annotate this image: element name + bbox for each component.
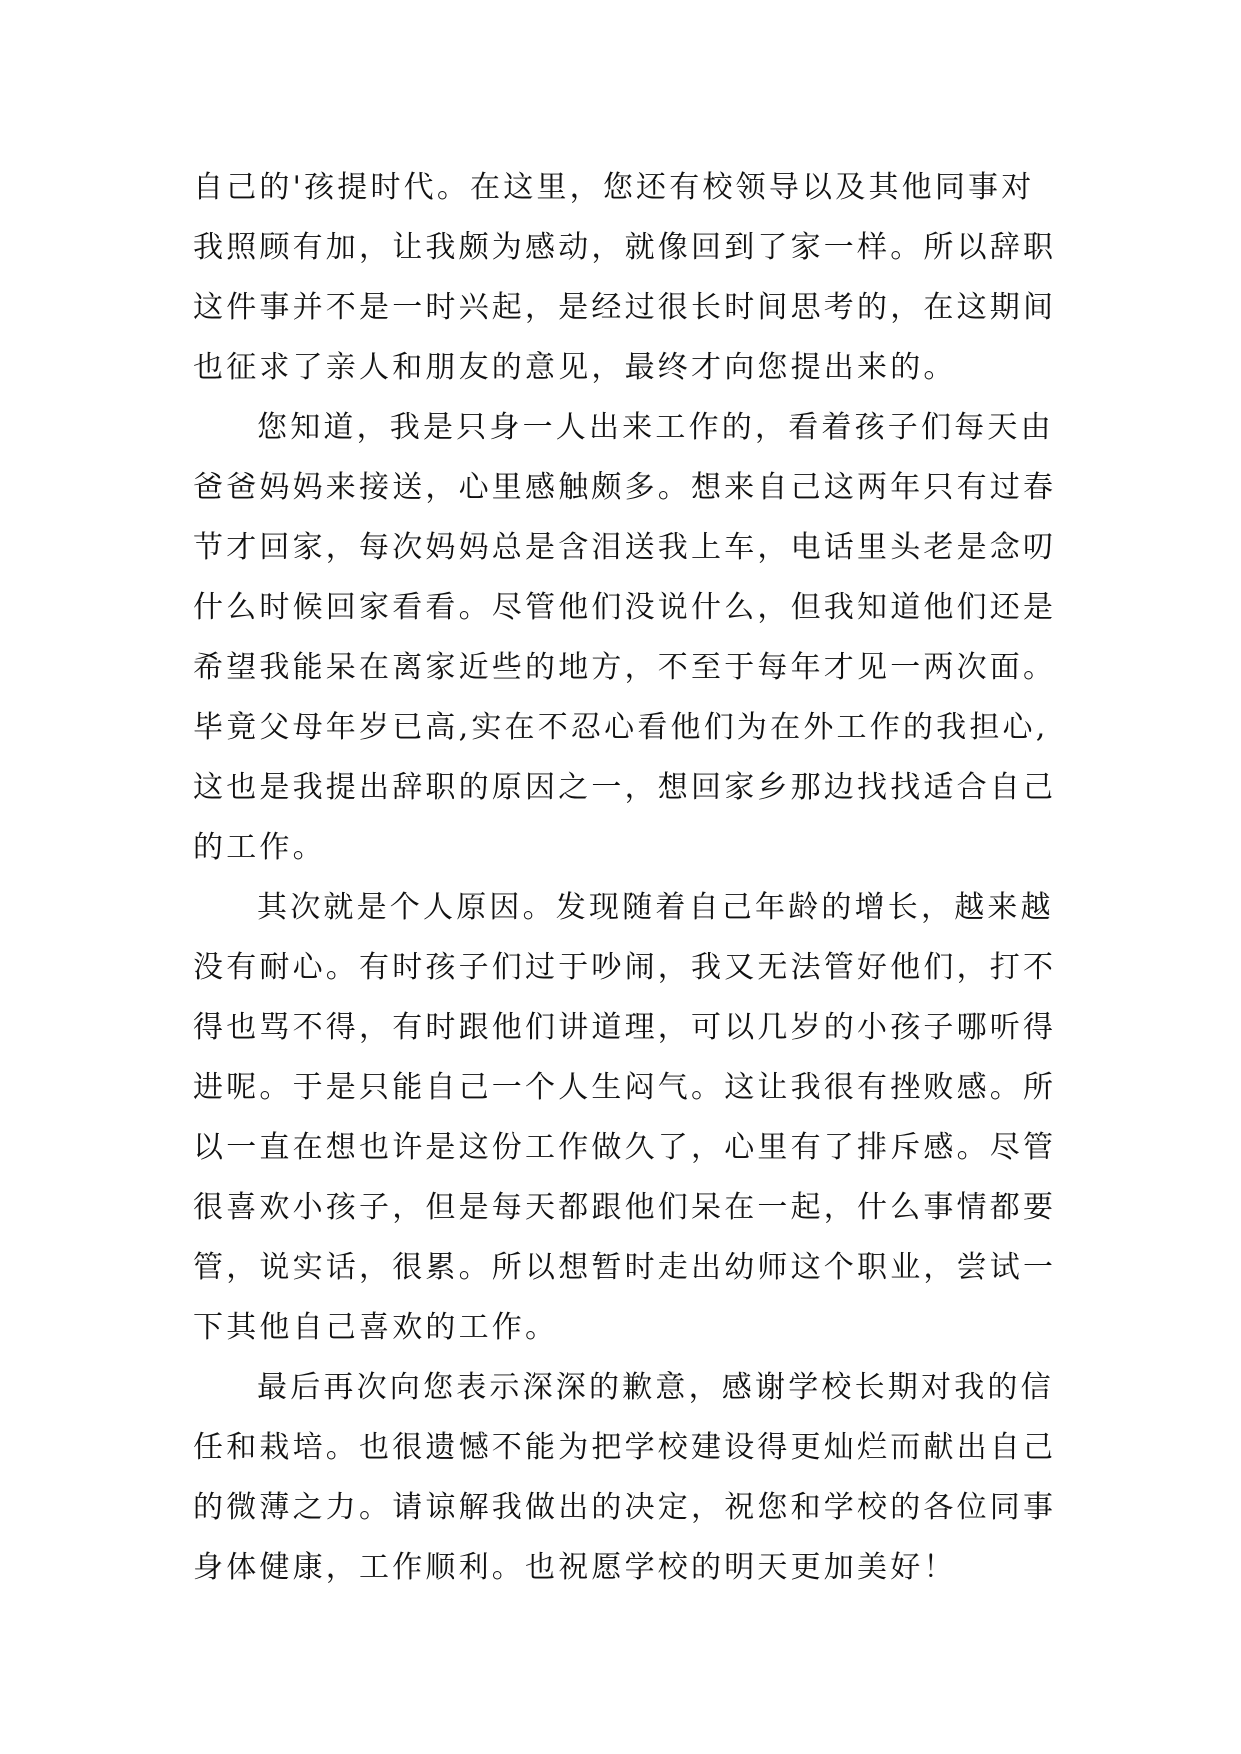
text-line: 下其他自己喜欢的工作。 bbox=[193, 1310, 559, 1345]
text-line: 最后再次向您表示深深的歉意，感谢学校长期对我的信 bbox=[257, 1370, 1054, 1405]
paragraph-3 bbox=[193, 878, 1063, 1358]
text-line: 毕竟父母年岁已高,实在不忍心看他们为在外工作的我担心, bbox=[193, 710, 1049, 745]
text-line: 得也骂不得，有时跟他们讲道理，可以几岁的小孩子哪听得 bbox=[193, 1010, 1057, 1045]
text-line: 身体健康，工作顺利。也祝愿学校的明天更加美好！ bbox=[193, 1550, 957, 1585]
paragraph-1 bbox=[193, 158, 1063, 398]
paragraph-2 bbox=[193, 398, 1063, 878]
text-line: 其次就是个人原因。发现随着自己年龄的增长，越来越 bbox=[257, 890, 1054, 925]
text-line: 很喜欢小孩子，但是每天都跟他们呆在一起，什么事情都要 bbox=[193, 1190, 1057, 1225]
text-line: 希望我能呆在离家近些的地方，不至于每年才见一两次面。 bbox=[193, 650, 1057, 685]
text-line: 我照顾有加，让我颇为感动，就像回到了家一样。所以辞职 bbox=[193, 230, 1057, 265]
text-line: 自己的'孩提时代。在这里，您还有校领导以及其他同事对 bbox=[193, 170, 1035, 205]
text-line: 什么时候回家看看。尽管他们没说什么，但我知道他们还是 bbox=[193, 590, 1057, 625]
letter-body bbox=[193, 158, 1063, 1598]
text-line: 也征求了亲人和朋友的意见，最终才向您提出来的。 bbox=[193, 350, 957, 385]
text-line: 爸爸妈妈来接送，心里感触颇多。想来自己这两年只有过春 bbox=[193, 470, 1057, 505]
paragraph-4 bbox=[193, 1358, 1063, 1598]
text-line: 您知道，我是只身一人出来工作的，看着孩子们每天由 bbox=[257, 410, 1054, 445]
text-line: 以一直在想也许是这份工作做久了，心里有了排斥感。尽管 bbox=[193, 1130, 1057, 1165]
text-line: 的微薄之力。请谅解我做出的决定，祝您和学校的各位同事 bbox=[193, 1490, 1057, 1525]
text-line: 任和栽培。也很遗憾不能为把学校建设得更灿烂而献出自己 bbox=[193, 1430, 1057, 1465]
text-line: 这也是我提出辞职的原因之一，想回家乡那边找找适合自己 bbox=[193, 770, 1057, 805]
text-line: 管，说实话，很累。所以想暂时走出幼师这个职业，尝试一 bbox=[193, 1250, 1057, 1285]
text-line: 没有耐心。有时孩子们过于吵闹，我又无法管好他们，打不 bbox=[193, 950, 1057, 985]
text-line: 这件事并不是一时兴起，是经过很长时间思考的，在这期间 bbox=[193, 290, 1057, 325]
text-line: 节才回家，每次妈妈总是含泪送我上车，电话里头老是念叨 bbox=[193, 530, 1057, 565]
text-line: 的工作。 bbox=[193, 830, 326, 865]
text-line: 进呢。于是只能自己一个人生闷气。这让我很有挫败感。所 bbox=[193, 1070, 1057, 1105]
